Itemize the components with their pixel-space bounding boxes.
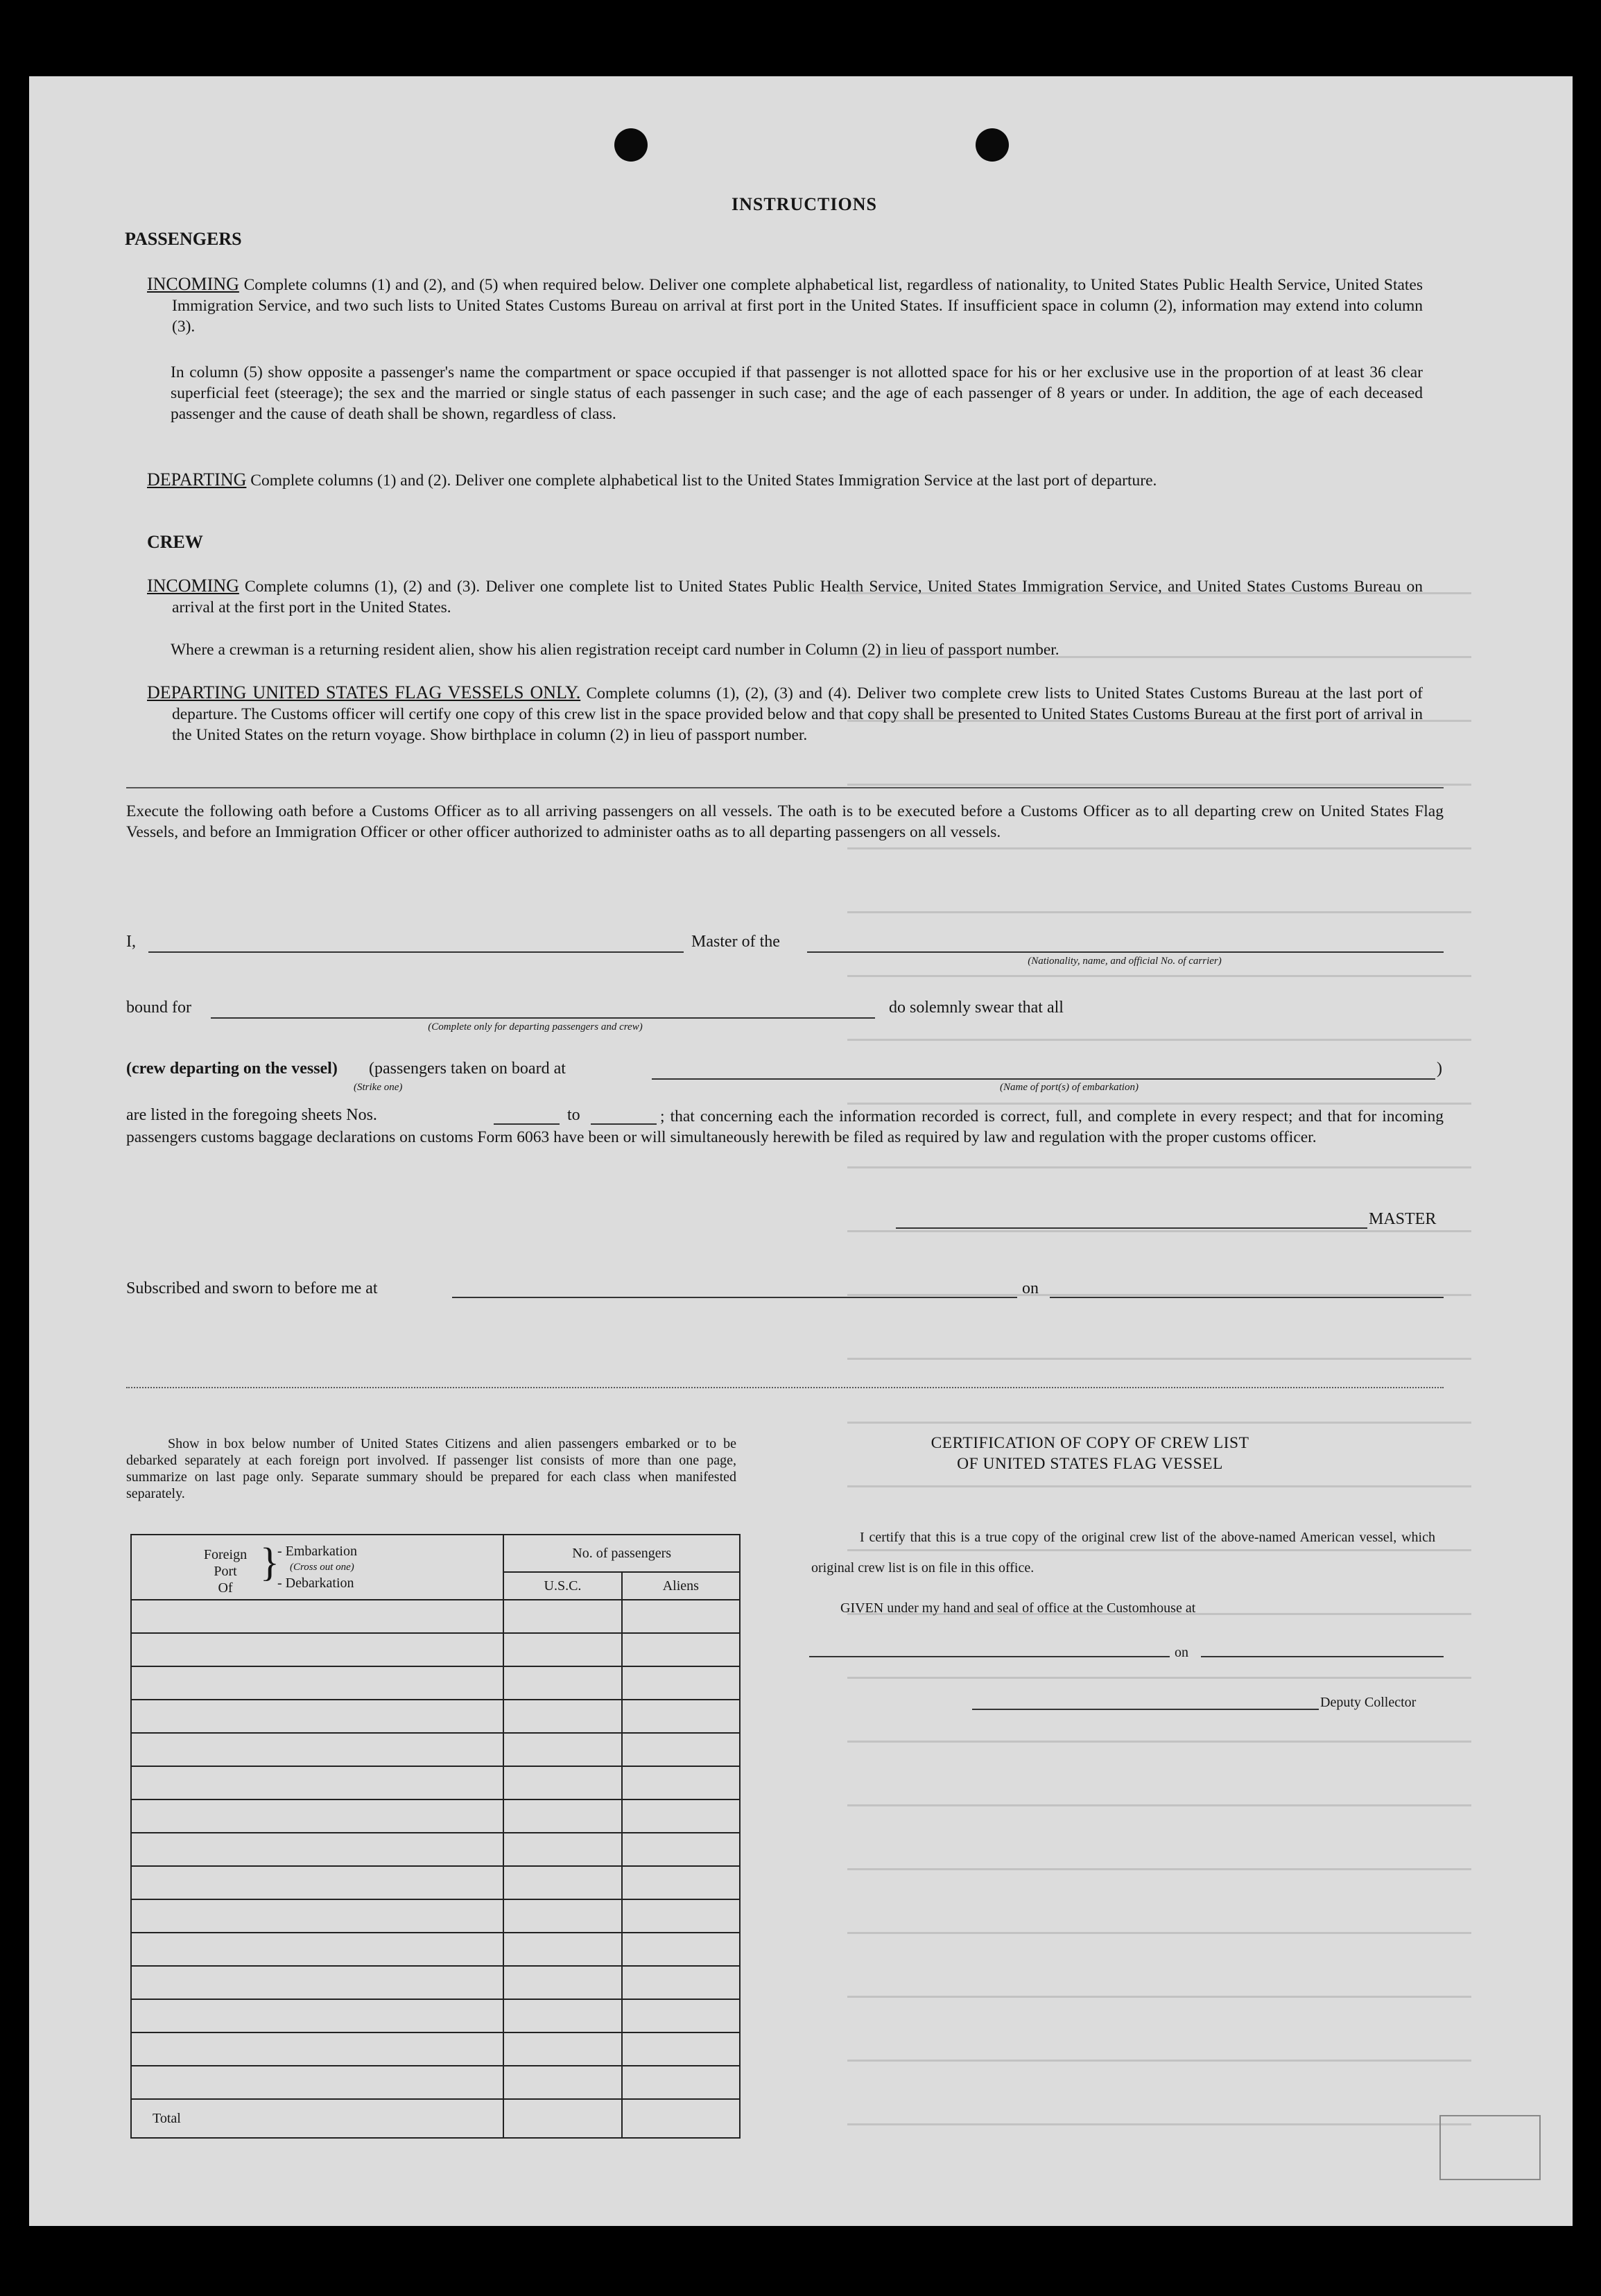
embarkation-label: - Embarkation — [277, 1544, 357, 1559]
usc-cell[interactable] — [503, 1799, 621, 1833]
certification-title-1: CERTIFICATION OF COPY OF CREW LIST — [931, 1434, 1249, 1452]
document-page — [29, 76, 1573, 2226]
bound-for-label: bound for — [126, 999, 191, 1017]
aliens-cell[interactable] — [622, 1999, 740, 2032]
flag-vessels-text: Complete columns (1), (2), (3) and (4). Deliver two complete crew lists to United States Customs Bureau at the last port of departure. The Customs officer will certify one copy of this crew list in the space provided below and that copy shall be presented to United States Customs Bureau at the first port of arrival in the United States on the return voyage. Show birthplace in column (2) in lieu of passport number. — [172, 684, 1423, 744]
crew-heading: CREW — [147, 532, 203, 552]
column5-paragraph: In column (5) show opposite a passenger's name the compartment or space occupied if that passenger is not allotted space for his or her exclusive use in the proportion of at least 36 clear superficial feet (steerage); the sex and the married or single status of each passenger in such case; and the age of each passenger of 8 years or under. In addition, the age of each deceased passenger and the cause of death shall be shown, regardless of class. — [171, 363, 1423, 423]
brace-icon: } — [260, 1539, 279, 1585]
certification-statement: I certify that this is a true copy of the original crew list of the above-named American vessel, which original crew list is on file in this office. — [811, 1530, 1435, 1576]
aliens-cell[interactable] — [622, 1733, 740, 1766]
table-row[interactable] — [131, 2032, 503, 2066]
page-corner-box — [1439, 2115, 1541, 2180]
usc-header: U.S.C. — [503, 1572, 621, 1600]
aliens-cell[interactable] — [622, 1666, 740, 1700]
usc-cell[interactable] — [503, 2032, 621, 2066]
passengers-taken-option: (passengers taken on board at — [369, 1060, 566, 1078]
punch-hole-left — [614, 128, 648, 162]
deputy-signature-field[interactable] — [972, 1709, 1319, 1710]
port-header-cell — [131, 1535, 503, 1600]
passengers-departing-block — [147, 469, 1423, 491]
flag-vessels-lead: DEPARTING UNITED STATES FLAG VESSELS ONLY. — [147, 682, 581, 702]
total-usc-cell[interactable] — [503, 2099, 621, 2138]
passengers-departing-lead: DEPARTING — [147, 469, 247, 490]
close-paren: ) — [1437, 1060, 1442, 1078]
oath-statement-text: ; that concerning each the information recorded is correct, full, and complete in every respect; and that for incoming passengers customs baggage declarations on customs Form 6063 have been or will simultaneously herewith be filed as required by law and regulation with the proper customs officer. — [126, 1107, 1444, 1146]
deputy-collector-label: Deputy Collector — [1320, 1695, 1417, 1710]
crew-incoming-lead: INCOMING — [147, 576, 239, 596]
table-row[interactable] — [131, 1766, 503, 1799]
summary-instructions: Show in box below number of United States Citizens and alien passengers embarked or to be debarked separately at each foreign port involved. If passenger list consists of more than one page, summarize on last page only. Separate summary should be prepared for each class when manifested separately. — [126, 1436, 736, 1501]
aliens-cell[interactable] — [622, 1700, 740, 1733]
strike-one-caption: (Strike one) — [354, 1082, 403, 1093]
master-signature-field[interactable] — [896, 1227, 1367, 1229]
flag-vessels-block — [147, 682, 1423, 745]
ports-caption: (Name of port(s) of embarkation) — [1000, 1082, 1139, 1093]
summary-divider — [126, 1387, 1444, 1388]
debarkation-label: - Debarkation — [277, 1576, 354, 1591]
table-row[interactable] — [131, 1933, 503, 1966]
usc-cell[interactable] — [503, 1833, 621, 1866]
aliens-cell[interactable] — [622, 2066, 740, 2099]
aliens-cell[interactable] — [622, 1933, 740, 1966]
usc-cell[interactable] — [503, 1766, 621, 1799]
passengers-departing-text: Complete columns (1) and (2). Deliver one complete alphabetical list to the United States Immigration Service at the last port of departure. — [250, 472, 1157, 490]
passenger-summary-table — [130, 1534, 741, 2139]
certification-title-2: OF UNITED STATES FLAG VESSEL — [957, 1455, 1223, 1473]
usc-cell[interactable] — [503, 1633, 621, 1666]
aliens-cell[interactable] — [622, 1766, 740, 1799]
sheets-nos-label: are listed in the foregoing sheets Nos. — [126, 1106, 377, 1124]
crew-incoming-block — [147, 576, 1423, 618]
certification-on-label: on — [1175, 1645, 1188, 1660]
total-label: Total — [131, 2099, 503, 2138]
table-row[interactable] — [131, 1633, 503, 1666]
cross-out-caption: (Cross out one) — [290, 1562, 354, 1573]
usc-cell[interactable] — [503, 1666, 621, 1700]
customhouse-field[interactable] — [809, 1656, 1170, 1657]
table-row[interactable] — [131, 1866, 503, 1899]
embarkation-ports-field[interactable] — [652, 1078, 1435, 1080]
passengers-heading: PASSENGERS — [125, 229, 242, 249]
subscribed-on-label: on — [1022, 1279, 1039, 1297]
passengers-incoming-block — [147, 274, 1423, 337]
master-label: MASTER — [1369, 1210, 1437, 1228]
usc-cell[interactable] — [503, 2066, 621, 2099]
table-row[interactable] — [131, 1700, 503, 1733]
no-of-passengers-header: No. of passengers — [503, 1535, 740, 1572]
table-row[interactable] — [131, 1999, 503, 2032]
aliens-cell[interactable] — [622, 1966, 740, 1999]
table-row[interactable] — [131, 1966, 503, 1999]
certification-date-field[interactable] — [1201, 1656, 1444, 1657]
bound-for-field[interactable] — [211, 1017, 875, 1019]
subscribed-label: Subscribed and sworn to before me at — [126, 1279, 378, 1297]
section-divider — [126, 787, 1444, 788]
carrier-field[interactable] — [807, 951, 1444, 953]
crew-incoming-text: Complete columns (1), (2) and (3). Deliver one complete list to United States Public Health Service, United States Immigration Service, and United States Customs Bureau on arrival at the first port in the United States. — [172, 578, 1423, 616]
port-label — [187, 1546, 263, 1596]
aliens-header: Aliens — [622, 1572, 740, 1600]
oath-statement — [126, 1106, 1444, 1148]
usc-cell[interactable] — [503, 1899, 621, 1933]
table-row[interactable] — [131, 1733, 503, 1766]
aliens-cell[interactable] — [622, 1633, 740, 1666]
oath-i-label: I, — [126, 933, 136, 951]
usc-cell[interactable] — [503, 1999, 621, 2032]
page-title: INSTRUCTIONS — [732, 194, 877, 214]
returning-resident-paragraph: Where a crewman is a returning resident alien, show his alien registration receipt card number in Column (2) in lieu of passport number. — [171, 641, 1059, 659]
aliens-cell[interactable] — [622, 1833, 740, 1866]
aliens-cell[interactable] — [622, 1866, 740, 1899]
passengers-incoming-lead: INCOMING — [147, 274, 239, 294]
aliens-cell[interactable] — [622, 1600, 740, 1633]
given-statement: GIVEN under my hand and seal of office at the Customhouse at — [840, 1600, 1196, 1616]
port-label-of: Of — [218, 1580, 233, 1596]
carrier-caption: (Nationality, name, and official No. of carrier) — [1028, 956, 1222, 967]
port-label-foreign: Foreign — [203, 1547, 248, 1562]
aliens-cell[interactable] — [622, 1799, 740, 1833]
table-row[interactable] — [131, 2066, 503, 2099]
punch-hole-right — [976, 128, 1009, 162]
aliens-cell[interactable] — [622, 2032, 740, 2066]
usc-cell[interactable] — [503, 1933, 621, 1966]
aliens-cell[interactable] — [622, 1899, 740, 1933]
usc-cell[interactable] — [503, 1733, 621, 1766]
port-label-port: Port — [214, 1564, 237, 1579]
usc-cell[interactable] — [503, 1700, 621, 1733]
table-row[interactable] — [131, 1666, 503, 1700]
total-aliens-cell[interactable] — [622, 2099, 740, 2138]
table-row[interactable] — [131, 1899, 503, 1933]
usc-cell[interactable] — [503, 1866, 621, 1899]
table-row[interactable] — [131, 1799, 503, 1833]
subscribed-place-field[interactable] — [452, 1297, 1017, 1298]
table-row[interactable] — [131, 1600, 503, 1633]
subscribed-date-field[interactable] — [1050, 1297, 1444, 1298]
bound-for-caption: (Complete only for departing passengers and crew) — [428, 1021, 643, 1033]
bleed-through-marks — [847, 555, 1471, 2150]
sheet-to-label: to — [567, 1106, 580, 1124]
swear-text: do solemnly swear that all — [889, 999, 1064, 1017]
master-name-field[interactable] — [148, 951, 684, 953]
master-of-label: Master of the — [691, 933, 780, 951]
crew-departing-option: (crew departing on the vessel) — [126, 1060, 338, 1078]
passengers-incoming-text: Complete columns (1) and (2), and (5) when required below. Deliver one complete alphabetical list, regardless of nationality, to United States Public Health Service, United States Immigration Service, and two such lists to United States Customs Bureau on arrival at first port in the United States. If insufficient space in column (2), information may extend into column (3). — [172, 276, 1423, 336]
oath-intro: Execute the following oath before a Customs Officer as to all arriving passengers on all vessels. The oath is to be executed before a Customs Officer as to all departing crew on United States Flag Vessels, and before an Immigration Officer or other officer authorized to administer oaths as to all departing passengers on all vessels. — [126, 802, 1444, 841]
usc-cell[interactable] — [503, 1600, 621, 1633]
table-row[interactable] — [131, 1833, 503, 1866]
usc-cell[interactable] — [503, 1966, 621, 1999]
